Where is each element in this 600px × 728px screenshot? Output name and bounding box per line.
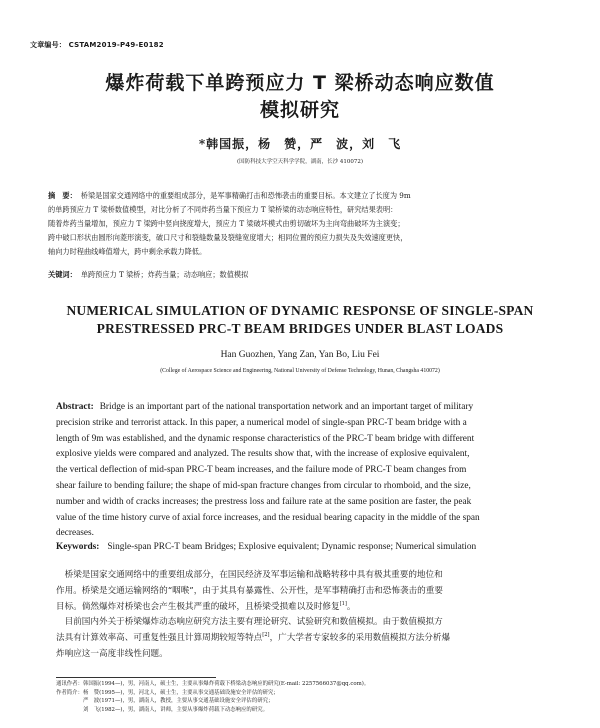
- english-title-line-2: PRESTRESSED PRC-T BEAM BRIDGES UNDER BLAST LOADS: [96, 321, 504, 336]
- english-title-line-1: NUMERICAL SIMULATION OF DYNAMIC RESPONSE OF SINGLE-SPAN: [66, 303, 534, 318]
- citation-ref[interactable]: [1]: [339, 600, 347, 607]
- body-line: 作用。桥梁是交通运输网络的“咽喉”，由于其具有暴露性、公开性，是军事精确打击和恐怖袭击的重要: [56, 585, 443, 596]
- footnote-divider: [56, 677, 216, 678]
- citation-ref[interactable]: [2]: [262, 632, 270, 639]
- chinese-title: [40, 70, 560, 124]
- english-abstract-line: length of 9m was established, and the dynamic response characteristics of the PRC-T beam bridge with different: [56, 433, 475, 444]
- english-abstract-line: precision strike and terrorist attack. In this paper, a numerical model of single-span PRC-T beam bridge with a: [56, 417, 467, 428]
- english-keywords: [56, 542, 476, 552]
- english-abstract-line: decreases.: [56, 528, 94, 539]
- english-abstract-line: explosive yields were compared and analyzed. The results show that, with the increase of explosive equivalent,: [56, 449, 470, 460]
- footnote-line: 通讯作者：韩国振(1994—)，男，河南人，硕士生，主要从事爆炸荷载下桥梁动态响应的研究(E-mail: 2257566037@qq.com)。: [56, 681, 370, 687]
- body-line: 炸响应这一高度非线性问题。: [56, 648, 168, 659]
- chinese-authors: *韩国振，杨 赞，严 波，刘 飞: [198, 137, 402, 151]
- english-abstract-line: Abstract: Bridge is an important part of the national transportation network and an important target of military: [56, 402, 474, 412]
- english-abstract-line: the vertical deflection of mid-span PRC-T beam increases, and the failure mode of PRC-T beam changes from: [56, 465, 467, 476]
- chinese-abstract-label: 摘 要：: [48, 191, 77, 200]
- body-line: 法具有计算效率高、可重复性强且计算周期较短等特点[2]，广大学者专家较多的采用数值模拟方法分析爆: [56, 632, 451, 644]
- english-abstract-line: value of the time history curve of axial force increases, and the residual bearing capacity in the middle of the span: [56, 512, 480, 523]
- body-line: 目前国内外关于桥梁爆炸动态响应研究方法主要有理论研究、试验研究和数值模拟。由于数值模拟方: [56, 617, 443, 628]
- body-line: 桥梁是国家交通网络中的重要组成部分，在国民经济及军事运输和战略转移中具有极其重要的地位和: [56, 570, 443, 580]
- english-affiliation: (College of Aerospace Science and Engineering, National University of Defense Technology, Hunan, Changsha 410072): [160, 368, 440, 374]
- body-line: 目标。倘然爆炸对桥梁也会产生极其严重的破坏，且桥梁受损难以及时修复[1]。: [56, 600, 356, 612]
- chinese-abstract-line: 随着炸药当量增加，预应力 T 梁跨中竖向挠度增大，预应力 T 梁破坏模式由剪切破坏为主向弯曲破坏为主演变；: [48, 219, 405, 228]
- english-abstract-line: number and width of cracks increases; the prestress loss and failure rate at the same position are faster, the peak: [56, 496, 472, 507]
- chinese-title-line-1: 爆炸荷载下单跨预应力 T 梁桥动态响应数值: [105, 72, 495, 94]
- english-abstract: [56, 400, 556, 542]
- chinese-abstract-line: 轴向力时程曲线峰值增大，跨中剩余承载力降低。: [48, 247, 207, 256]
- chinese-keywords: [48, 270, 248, 280]
- english-abstract-line: shear failure to bending failure; the shape of mid-span fracture changes from circular to rhomboid, and the size,: [56, 480, 471, 491]
- chinese-abstract-line: 跨中破口形状由圆形向菱形演变，破口尺寸和裂缝数量及裂缝宽度增大；相同位置的预应力损失及失效速度更快，: [48, 233, 408, 242]
- english-keywords-text: Single-span PRC-T beam Bridges; Explosive equivalent; Dynamic response; Numerical simulation: [107, 542, 477, 552]
- english-authors: Han Guozhen, Yang Zan, Yan Bo, Liu Fei: [220, 350, 380, 360]
- footnotes: [56, 680, 556, 714]
- body-text: [56, 568, 556, 663]
- english-abstract-label: Abstract:: [56, 402, 94, 412]
- footnote-line: 严 波(1971—)，男，湖南人，教授，主要从事交通基础设施安全评估的研究；: [56, 698, 274, 705]
- footnote-line: 刘 飞(1982—)，男，湖南人，讲师，主要从事爆炸荷载下动态响应的研究。: [56, 706, 268, 713]
- chinese-affiliation: (国防科技大学空天科学学院，湖南，长沙 410072): [236, 159, 364, 165]
- footnote-line: 作者简介：杨 赞(1995—)，男，河北人，硕士生，主要从事交通基础设施安全评估的研究；: [56, 689, 279, 696]
- article-number: 文章编号： CSTAM2019-P49-E0182: [30, 41, 164, 49]
- english-keywords-label: Keywords:: [56, 542, 100, 552]
- chinese-keywords-label: 关键词：: [48, 270, 77, 279]
- english-title: [20, 302, 580, 338]
- chinese-title-line-2: 模拟研究: [259, 99, 340, 121]
- chinese-keywords-text: 单跨预应力 T 梁桥；炸药当量；动态响应；数值模拟: [80, 270, 249, 279]
- chinese-abstract-line: 摘 要： 桥梁是国家交通网络中的重要组成部分，是军事精确打击和恐怖袭击的重要目标。本文建立了长度为 9m: [48, 191, 411, 200]
- chinese-abstract: [48, 189, 558, 259]
- chinese-abstract-line: 的单跨预应力 T 梁桥数值模型，对比分析了不同炸药当量下预应力 T 梁桥梁的动态响应特性，研究结果表明：: [48, 205, 398, 214]
